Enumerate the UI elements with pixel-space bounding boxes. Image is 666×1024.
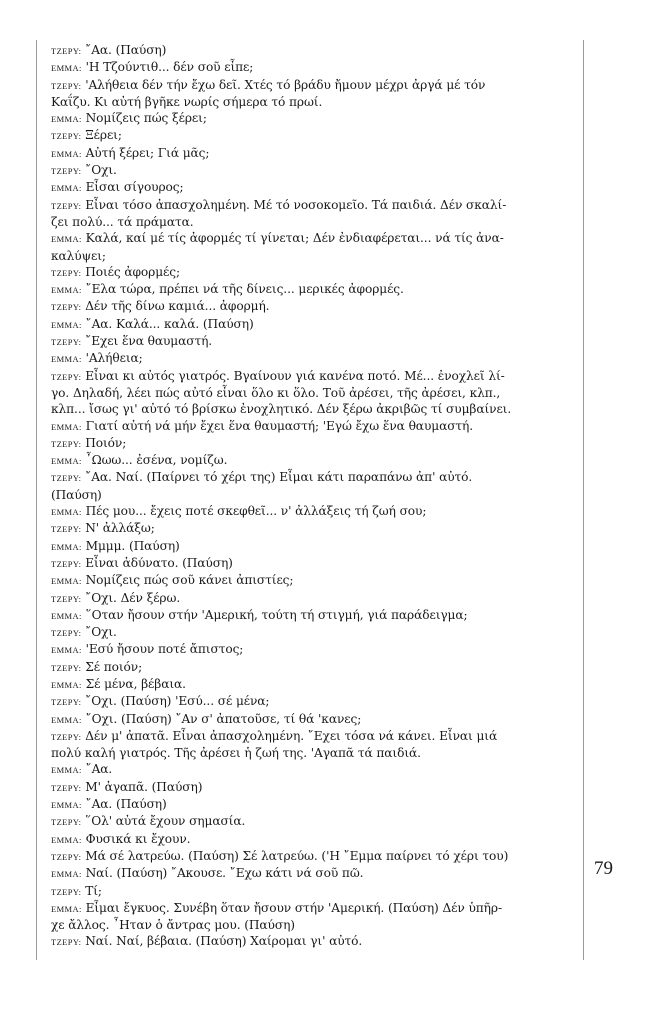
line-text: 'Αλήθεια; — [81, 351, 143, 366]
dialogue-line — [51, 917, 576, 933]
dialogue-line — [51, 607, 576, 624]
line-text: ῏Ωωω... ἐσένα, νομίζω. — [81, 453, 228, 468]
line-text: (Παύση) — [51, 487, 102, 502]
line-text: Ποιές ἀφορμές; — [81, 264, 181, 279]
speaker-label: ΤΖΕΡΥ: — [51, 438, 82, 449]
line-text: καλύψει; — [51, 248, 106, 263]
speaker-label: ΤΖΕΡΥ: — [51, 558, 82, 569]
speaker-label: ΤΖΕΡΥ: — [51, 166, 82, 177]
dialogue-line — [51, 796, 576, 813]
line-text: Καλά, καί μέ τίς ἀφορμές τί γίνεται; Δέν ἐνδιαφέρεται... νά τίς ἀνα- — [81, 231, 504, 246]
line-text: ῎Οχι. (Παύση) ῎Αν σ' ἀπατοῦσε, τί θά 'κανες; — [81, 711, 362, 726]
speaker-label: EMMA: — [51, 285, 82, 296]
line-text: Μμμμ. (Παύση) — [81, 538, 180, 553]
dialogue-line — [51, 385, 576, 401]
dialogue-line — [51, 538, 576, 555]
speaker-label: EMMA: — [51, 114, 82, 125]
dialogue-line — [51, 94, 576, 110]
speaker-label: ΤΖΕΡΥ: — [51, 371, 82, 382]
dialogue-line — [51, 572, 576, 589]
line-text: ῎Αα. (Παύση) — [81, 43, 167, 57]
line-text: Δέν μ' ἀπατᾶ. Εἶναι ἀπασχολημένη. ῎Εχει τόσα νά κάνει. Εἶναι μιά — [81, 728, 498, 743]
speaker-label: ΤΖΕΡΥ: — [51, 697, 82, 708]
dialogue-line — [51, 298, 576, 315]
speaker-label: ΤΖΕΡΥ: — [51, 302, 82, 313]
line-text: Σέ ποιόν; — [81, 659, 143, 674]
line-text: ῎Αα. (Παύση) — [81, 797, 167, 812]
line-text: Σέ μένα, βέβαια. — [81, 676, 186, 691]
line-text: ῎Αα. Ναί. (Παίρνει τό χέρι της) Εἶμαι κάτι παραπάνω ἀπ' αὐτό. — [81, 470, 473, 485]
dialogue-line — [51, 779, 576, 796]
dialogue-line — [51, 487, 576, 503]
dialogue-line — [51, 368, 576, 385]
line-text: 'Εσύ ἤσουν ποτέ ἄπιστος; — [81, 642, 244, 657]
dialogue-line — [51, 42, 576, 59]
line-text: Ξέρει; — [81, 128, 122, 143]
line-text: ῎Αα. Καλά... καλά. (Παύση) — [81, 316, 254, 331]
dialogue-line — [51, 520, 576, 537]
dialogue-line — [51, 214, 576, 230]
dialogue-line — [51, 813, 576, 830]
dialogue-line — [51, 728, 576, 745]
speaker-label: EMMA: — [51, 148, 82, 159]
line-text: ῞Οταν ἤσουν στήν 'Αμερική, τούτη τή στιγμή, γιά παράδειγμα; — [81, 607, 468, 622]
line-text: 'Η Τζούντιθ... δέν σοῦ εἶπε; — [81, 60, 254, 75]
dialogue-line — [51, 59, 576, 76]
speaker-label: ΤΖΕΡΥ: — [51, 80, 82, 91]
dialogue-line — [51, 418, 576, 435]
speaker-label: EMMA: — [51, 645, 82, 656]
dialogue-line — [51, 711, 576, 728]
speaker-label: EMMA: — [51, 869, 82, 880]
dialogue-line — [51, 555, 576, 572]
speaker-label: ΤΖΕΡΥ: — [51, 46, 82, 56]
line-text: ῎Εχει ἕνα θαυμαστή. — [81, 334, 213, 349]
line-text: Ποιόν; — [81, 435, 127, 450]
speaker-label: EMMA: — [51, 456, 82, 467]
dialogue-line — [51, 264, 576, 281]
line-text: ῎Οχι. Δέν ξέρω. — [81, 590, 181, 605]
dialogue-line — [51, 503, 576, 520]
line-text: Εἶναι κι αὐτός γιατρός. Βγαίνουν γιά κανένα ποτό. Μέ... ἐνοχλεῖ λί- — [81, 368, 505, 383]
speaker-label: ΤΖΕΡΥ: — [51, 524, 82, 535]
dialogue-line — [51, 435, 576, 452]
dialogue-line — [51, 624, 576, 641]
dialogue-line — [51, 452, 576, 469]
line-text: Φυσικά κι ἔχουν. — [81, 831, 191, 846]
line-text: Αὐτή ξέρει; Γιά μᾶς; — [81, 145, 210, 160]
line-text: Τί; — [81, 883, 102, 898]
speaker-label: ΤΖΕΡΥ: — [51, 886, 82, 897]
speaker-label: EMMA: — [51, 183, 82, 194]
line-text: Δέν τῆς δίνω καμιά... ἀφορμή. — [81, 299, 270, 314]
line-text: Νομίζεις πώς σοῦ κάνει ἀπιστίες; — [81, 573, 294, 588]
speaker-label: ΤΖΕΡΥ: — [51, 731, 82, 742]
page-number: 79 — [594, 858, 613, 879]
line-text: Γιατί αὐτή νά μήν ἔχει ἕνα θαυμαστή; 'Εγώ ἔχω ἕνα θαυμαστή. — [81, 418, 474, 433]
line-text: ῎Οχι. — [81, 163, 117, 178]
dialogue-line — [51, 900, 576, 917]
speaker-label: EMMA: — [51, 234, 82, 245]
line-text: γο. Δηλαδή, λέει πώς αὐτό εἶναι ὅλο κι ὅλο. Τοῦ ἀρέσει, τῆς ἀρέσει, κλπ., — [51, 385, 501, 400]
speaker-label: ΤΖΕΡΥ: — [51, 473, 82, 484]
line-text: Μ' ἀγαπᾶ. (Παύση) — [81, 779, 203, 794]
speaker-label: ΤΖΕΡΥ: — [51, 337, 82, 348]
line-text: 'Αλήθεια δέν τήν ἔχω δεῖ. Χτές τό βράδυ ἤμουν μέχρι ἀργά μέ τόν — [81, 77, 486, 92]
speaker-label: EMMA: — [51, 319, 82, 330]
line-text: ῎Αα. — [81, 762, 113, 777]
speaker-label: EMMA: — [51, 834, 82, 845]
dialogue-line — [51, 179, 576, 196]
speaker-label: EMMA: — [51, 421, 82, 432]
dialogue-line — [51, 350, 576, 367]
left-margin-rule — [36, 40, 37, 960]
line-text: Ναί. (Παύση) ῎Ακουσε. ῎Εχω κάτι νά σοῦ πῶ. — [81, 866, 364, 881]
speaker-label: EMMA: — [51, 903, 82, 914]
speaker-label: ΤΖΕΡΥ: — [51, 200, 82, 211]
right-margin-rule — [583, 40, 584, 960]
speaker-label: EMMA: — [51, 800, 82, 811]
line-text: ζει πολύ... τά πράματα. — [51, 214, 194, 229]
dialogue-text — [51, 42, 576, 951]
line-text: ῞Ολ' αὐτά ἔχουν σημασία. — [81, 814, 246, 829]
dialogue-line — [51, 831, 576, 848]
speaker-label: EMMA: — [51, 765, 82, 776]
speaker-label: EMMA: — [51, 541, 82, 552]
line-text: ῎Οχι. (Παύση) 'Εσύ... σέ μένα; — [81, 694, 270, 709]
dialogue-line — [51, 848, 576, 865]
dialogue-line — [51, 197, 576, 214]
speaker-label: EMMA: — [51, 63, 82, 74]
dialogue-line — [51, 248, 576, 264]
speaker-label: ΤΖΕΡΥ: — [51, 628, 82, 639]
dialogue-line — [51, 401, 576, 417]
line-text: πολύ καλή γιατρός. Τῆς ἀρέσει ἡ ζωή της. 'Αγαπᾶ τά παιδιά. — [51, 746, 421, 761]
dialogue-line — [51, 641, 576, 658]
dialogue-line — [51, 145, 576, 162]
dialogue-line — [51, 162, 576, 179]
dialogue-line — [51, 590, 576, 607]
line-text: Νομίζεις πώς ξέρει; — [81, 111, 207, 126]
line-text: ῎Ελα τώρα, πρέπει νά τῆς δίνεις... μερικές ἀφορμές. — [81, 282, 404, 297]
dialogue-line — [51, 333, 576, 350]
dialogue-line — [51, 883, 576, 900]
speaker-label: EMMA: — [51, 610, 82, 621]
line-text: Ν' ἀλλάξω; — [81, 521, 155, 536]
dialogue-line — [51, 230, 576, 247]
line-text: Πές μου... ἔχεις ποτέ σκεφθεῖ... ν' ἀλλάξεις τή ζωή σου; — [81, 504, 427, 519]
line-text: Εἶσαι σίγουρος; — [81, 180, 184, 195]
line-text: Εἶναι τόσο ἀπασχολημένη. Μέ τό νοσοκομεῖο. Τά παιδιά. Δέν σκαλί- — [81, 197, 507, 212]
speaker-label: ΤΖΕΡΥ: — [51, 782, 82, 793]
line-text: ῎Οχι. — [81, 625, 117, 640]
dialogue-line — [51, 127, 576, 144]
dialogue-line — [51, 676, 576, 693]
line-text: Εἶναι ἀδύνατο. (Παύση) — [81, 555, 233, 570]
speaker-label: ΤΖΕΡΥ: — [51, 267, 82, 278]
dialogue-line — [51, 316, 576, 333]
dialogue-line — [51, 745, 576, 761]
line-text: Καΐζυ. Κι αὐτή βγῆκε νωρίς σήμερα τό πρωί. — [51, 94, 323, 109]
speaker-label: ΤΖΕΡΥ: — [51, 851, 82, 862]
speaker-label: ΤΖΕΡΥ: — [51, 662, 82, 673]
line-text: Μά σέ λατρεύω. (Παύση) Σέ λατρεύω. ('Η ῎Εμμα παίρνει τό χέρι του) — [81, 848, 509, 863]
dialogue-line — [51, 933, 576, 950]
dialogue-line — [51, 77, 576, 94]
speaker-label: ΤΖΕΡΥ: — [51, 817, 82, 828]
dialogue-line — [51, 659, 576, 676]
line-text: Ναί. Ναί, βέβαια. (Παύση) Χαίρομαι γι' αὐτό. — [81, 934, 363, 949]
speaker-label: EMMA: — [51, 714, 82, 725]
line-text: κλπ... ἴσως γι' αὐτό τό βρίσκω ἐνοχλητικό. Δέν ξέρω ἀκριβῶς τί συμβαίνει. — [51, 402, 512, 417]
speaker-label: EMMA: — [51, 679, 82, 690]
dialogue-line — [51, 865, 576, 882]
line-text: Εἶμαι ἔγκυος. Συνέβη ὅταν ἤσουν στήν 'Αμερική. (Παύση) Δέν ὑπῆρ- — [81, 900, 502, 915]
dialogue-line — [51, 761, 576, 778]
speaker-label: ΤΖΕΡΥ: — [51, 937, 82, 948]
dialogue-line — [51, 693, 576, 710]
speaker-label: ΤΖΕΡΥ: — [51, 131, 82, 142]
speaker-label: EMMA: — [51, 576, 82, 587]
speaker-label: EMMA: — [51, 354, 82, 365]
dialogue-line — [51, 281, 576, 298]
speaker-label: ΤΖΕΡΥ: — [51, 593, 82, 604]
line-text: χε ἄλλος. ῏Ηταν ὁ ἄντρας μου. (Παύση) — [51, 918, 295, 933]
dialogue-line — [51, 469, 576, 486]
dialogue-line — [51, 110, 576, 127]
speaker-label: EMMA: — [51, 507, 82, 518]
